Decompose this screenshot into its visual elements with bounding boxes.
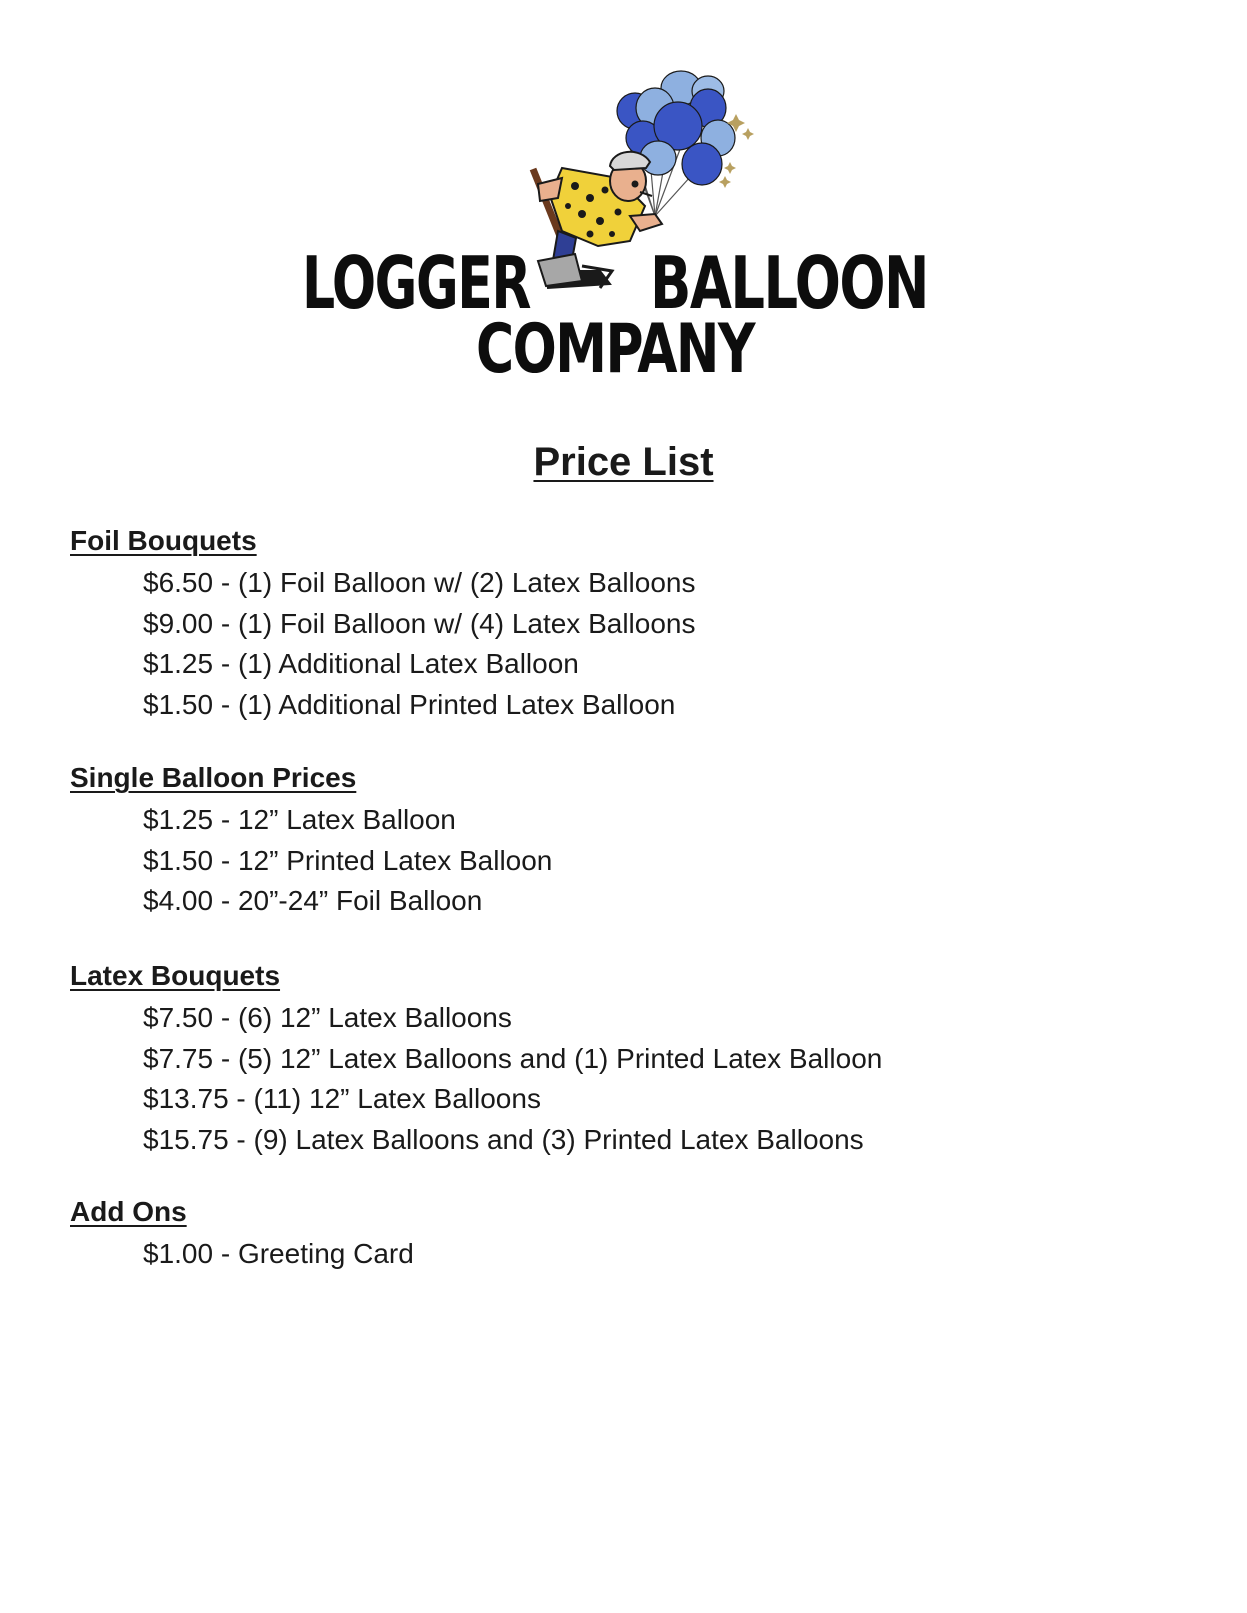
section-add-ons [70,1194,1170,1275]
page-title-text: Price List [533,440,714,484]
price-list [70,1234,1170,1275]
logo-word-company: COMPANY [476,310,757,389]
page-title [0,438,1247,486]
price-item: $13.75 - (11) 12” Latex Balloons [143,1083,541,1114]
price-list [70,800,1170,922]
price-item: $1.00 - Greeting Card [143,1238,414,1269]
logo-word-logger: LOGGER [302,241,531,325]
section-foil-bouquets [70,523,1170,725]
logo-word-balloon: BALLOON [650,241,928,325]
section-heading: Latex Bouquets [70,960,281,991]
price-item: $7.75 - (5) 12” Latex Balloons and (1) Printed Latex Balloon [143,1042,883,1074]
price-list [70,563,1170,725]
price-item: $9.00 - (1) Foil Balloon w/ (4) Latex Balloons [143,607,696,639]
price-item: $4.00 - 20”-24” Foil Balloon [143,885,483,916]
logger-mascot-icon [533,152,662,288]
section-heading: Add Ons [70,1196,187,1227]
price-item: $1.25 - 12” Latex Balloon [143,804,456,835]
price-item: $6.50 - (1) Foil Balloon w/ (2) Latex Balloons [143,567,696,598]
price-item: $15.75 - (9) Latex Balloons and (3) Printed Latex Balloons [143,1123,864,1155]
company-logo [300,66,950,396]
section-heading: Single Balloon Prices [70,762,357,793]
section-single-balloon-prices [70,760,1170,922]
price-item: $7.50 - (6) 12” Latex Balloons [143,1002,512,1033]
price-item: $1.25 - (1) Additional Latex Balloon [143,648,579,679]
logo-graphic [300,66,950,396]
price-list [70,998,1170,1160]
price-item: $1.50 - (1) Additional Printed Latex Balloon [143,688,676,720]
section-heading: Foil Bouquets [70,525,257,556]
price-item: $1.50 - 12” Printed Latex Balloon [143,844,553,876]
section-latex-bouquets [70,958,1170,1160]
